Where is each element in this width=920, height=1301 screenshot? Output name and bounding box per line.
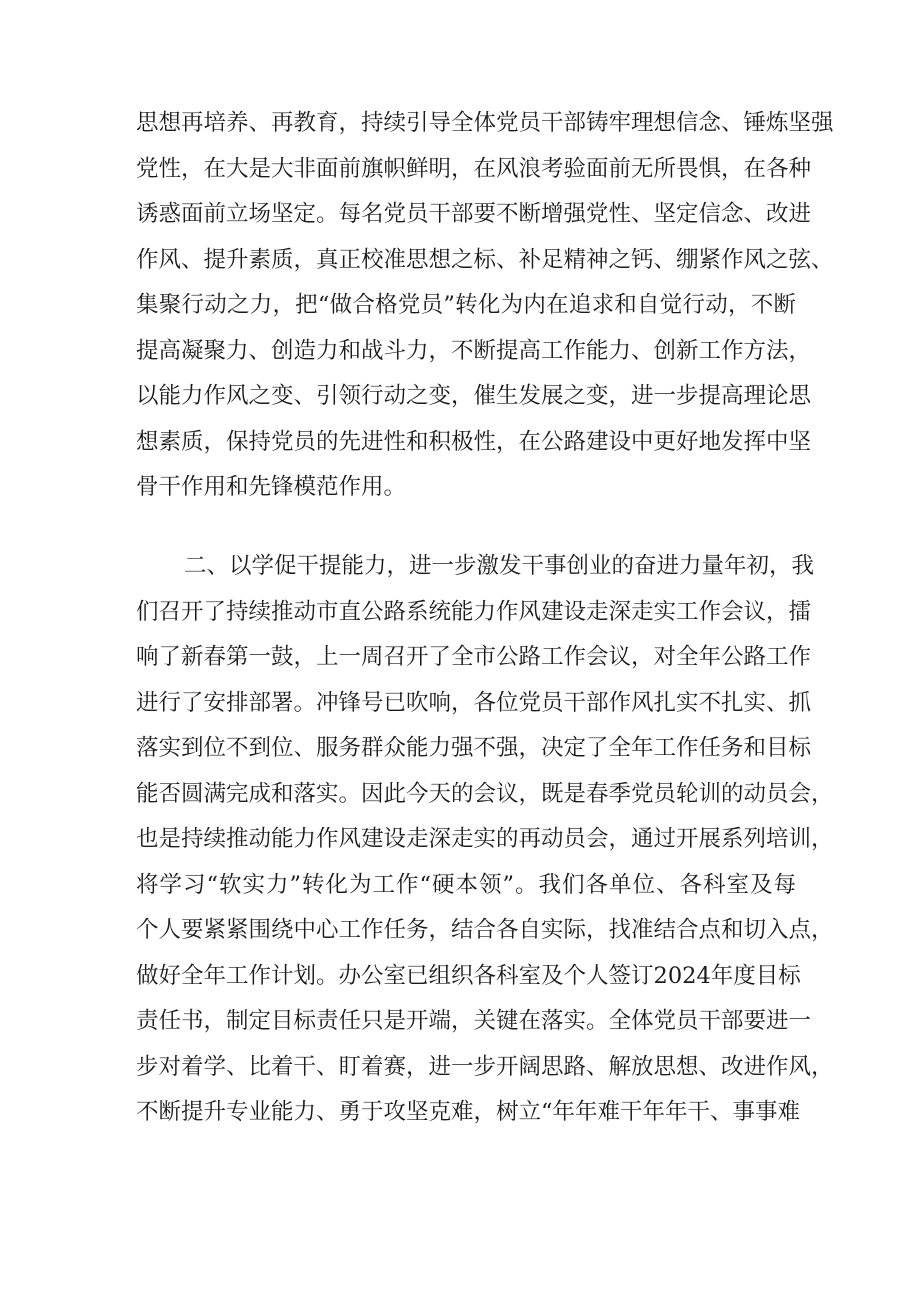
text-line: 想素质，保持党员的先进性和积极性，在公路建设中更好地发挥中坚 (136, 428, 812, 455)
text-line: 骨干作用和先锋模范作用。 (136, 474, 407, 500)
text-line: 响了新春第一鼓，上一周召开了全市公路工作会议，对全年公路工作 (136, 644, 812, 670)
text-line: 能否圆满完成和落实。因此今天的会议，既是春季党员轮训的动员会， (136, 780, 834, 807)
text-line: 二、以学促干提能力，进一步激发干事创业的奋进力量年初，我 (184, 553, 815, 579)
text-line: 落实到位不到位、服务群众能力强不强，决定了全年工作任务和目标 (136, 735, 812, 761)
text-line: 做好全年工作计划。办公室已组织各科室及个人签订2024年度目标 (136, 962, 801, 989)
text-line: 进行了安排部署。冲锋号已吹响，各位党员干部作风扎实不扎实、抓 (136, 689, 812, 716)
text-line: 集聚行动之力，把“做合格党员”转化为内在追求和自觉行动，不断 (136, 292, 796, 318)
text-line: 党性，在大是大非面前旗帜鲜明，在风浪考验面前无所畏惧，在各种 (136, 155, 812, 182)
text-line: 个人要紧紧围绕中心工作任务，结合各自实际，找准结合点和切入点， (136, 917, 834, 943)
text-line: 也是持续推动能力作风建设走深走实的再动员会，通过开展系列培训， (136, 826, 834, 852)
text-line: 步对着学、比着干、盯着赛，进一步开阔思路、解放思想、改进作风， (136, 1053, 834, 1080)
text-line: 诱惑面前立场坚定。每名党员干部要不断增强党性、坚定信念、改进 (136, 201, 812, 227)
text-line: 提高凝聚力、创造力和战斗力，不断提高工作能力、创新工作方法， (136, 337, 812, 364)
text-line: 责任书，制定目标责任只是开端，关键在落实。全体党员干部要进一 (136, 1008, 812, 1034)
text-line: 以能力作风之变、引领行动之变，催生发展之变，进一步提高理论思 (136, 383, 812, 409)
text-line: 将学习“软实力”转化为工作“硬本领”。我们各单位、各科室及每 (136, 871, 796, 898)
text-line: 作风、提升素质，真正校准思想之标、补足精神之钙、绷紧作风之弦、 (136, 246, 834, 273)
text-line: 不断提升专业能力、勇于攻坚克难，树立“年年难干年年干、事事难 (136, 1099, 801, 1125)
text-line: 们召开了持续推动市直公路系统能力作风建设走深走实工作会议，擂 (136, 598, 812, 625)
text-line: 思想再培养、再教育，持续引导全体党员干部铸牢理想信念、锤炼坚强 (136, 110, 834, 136)
